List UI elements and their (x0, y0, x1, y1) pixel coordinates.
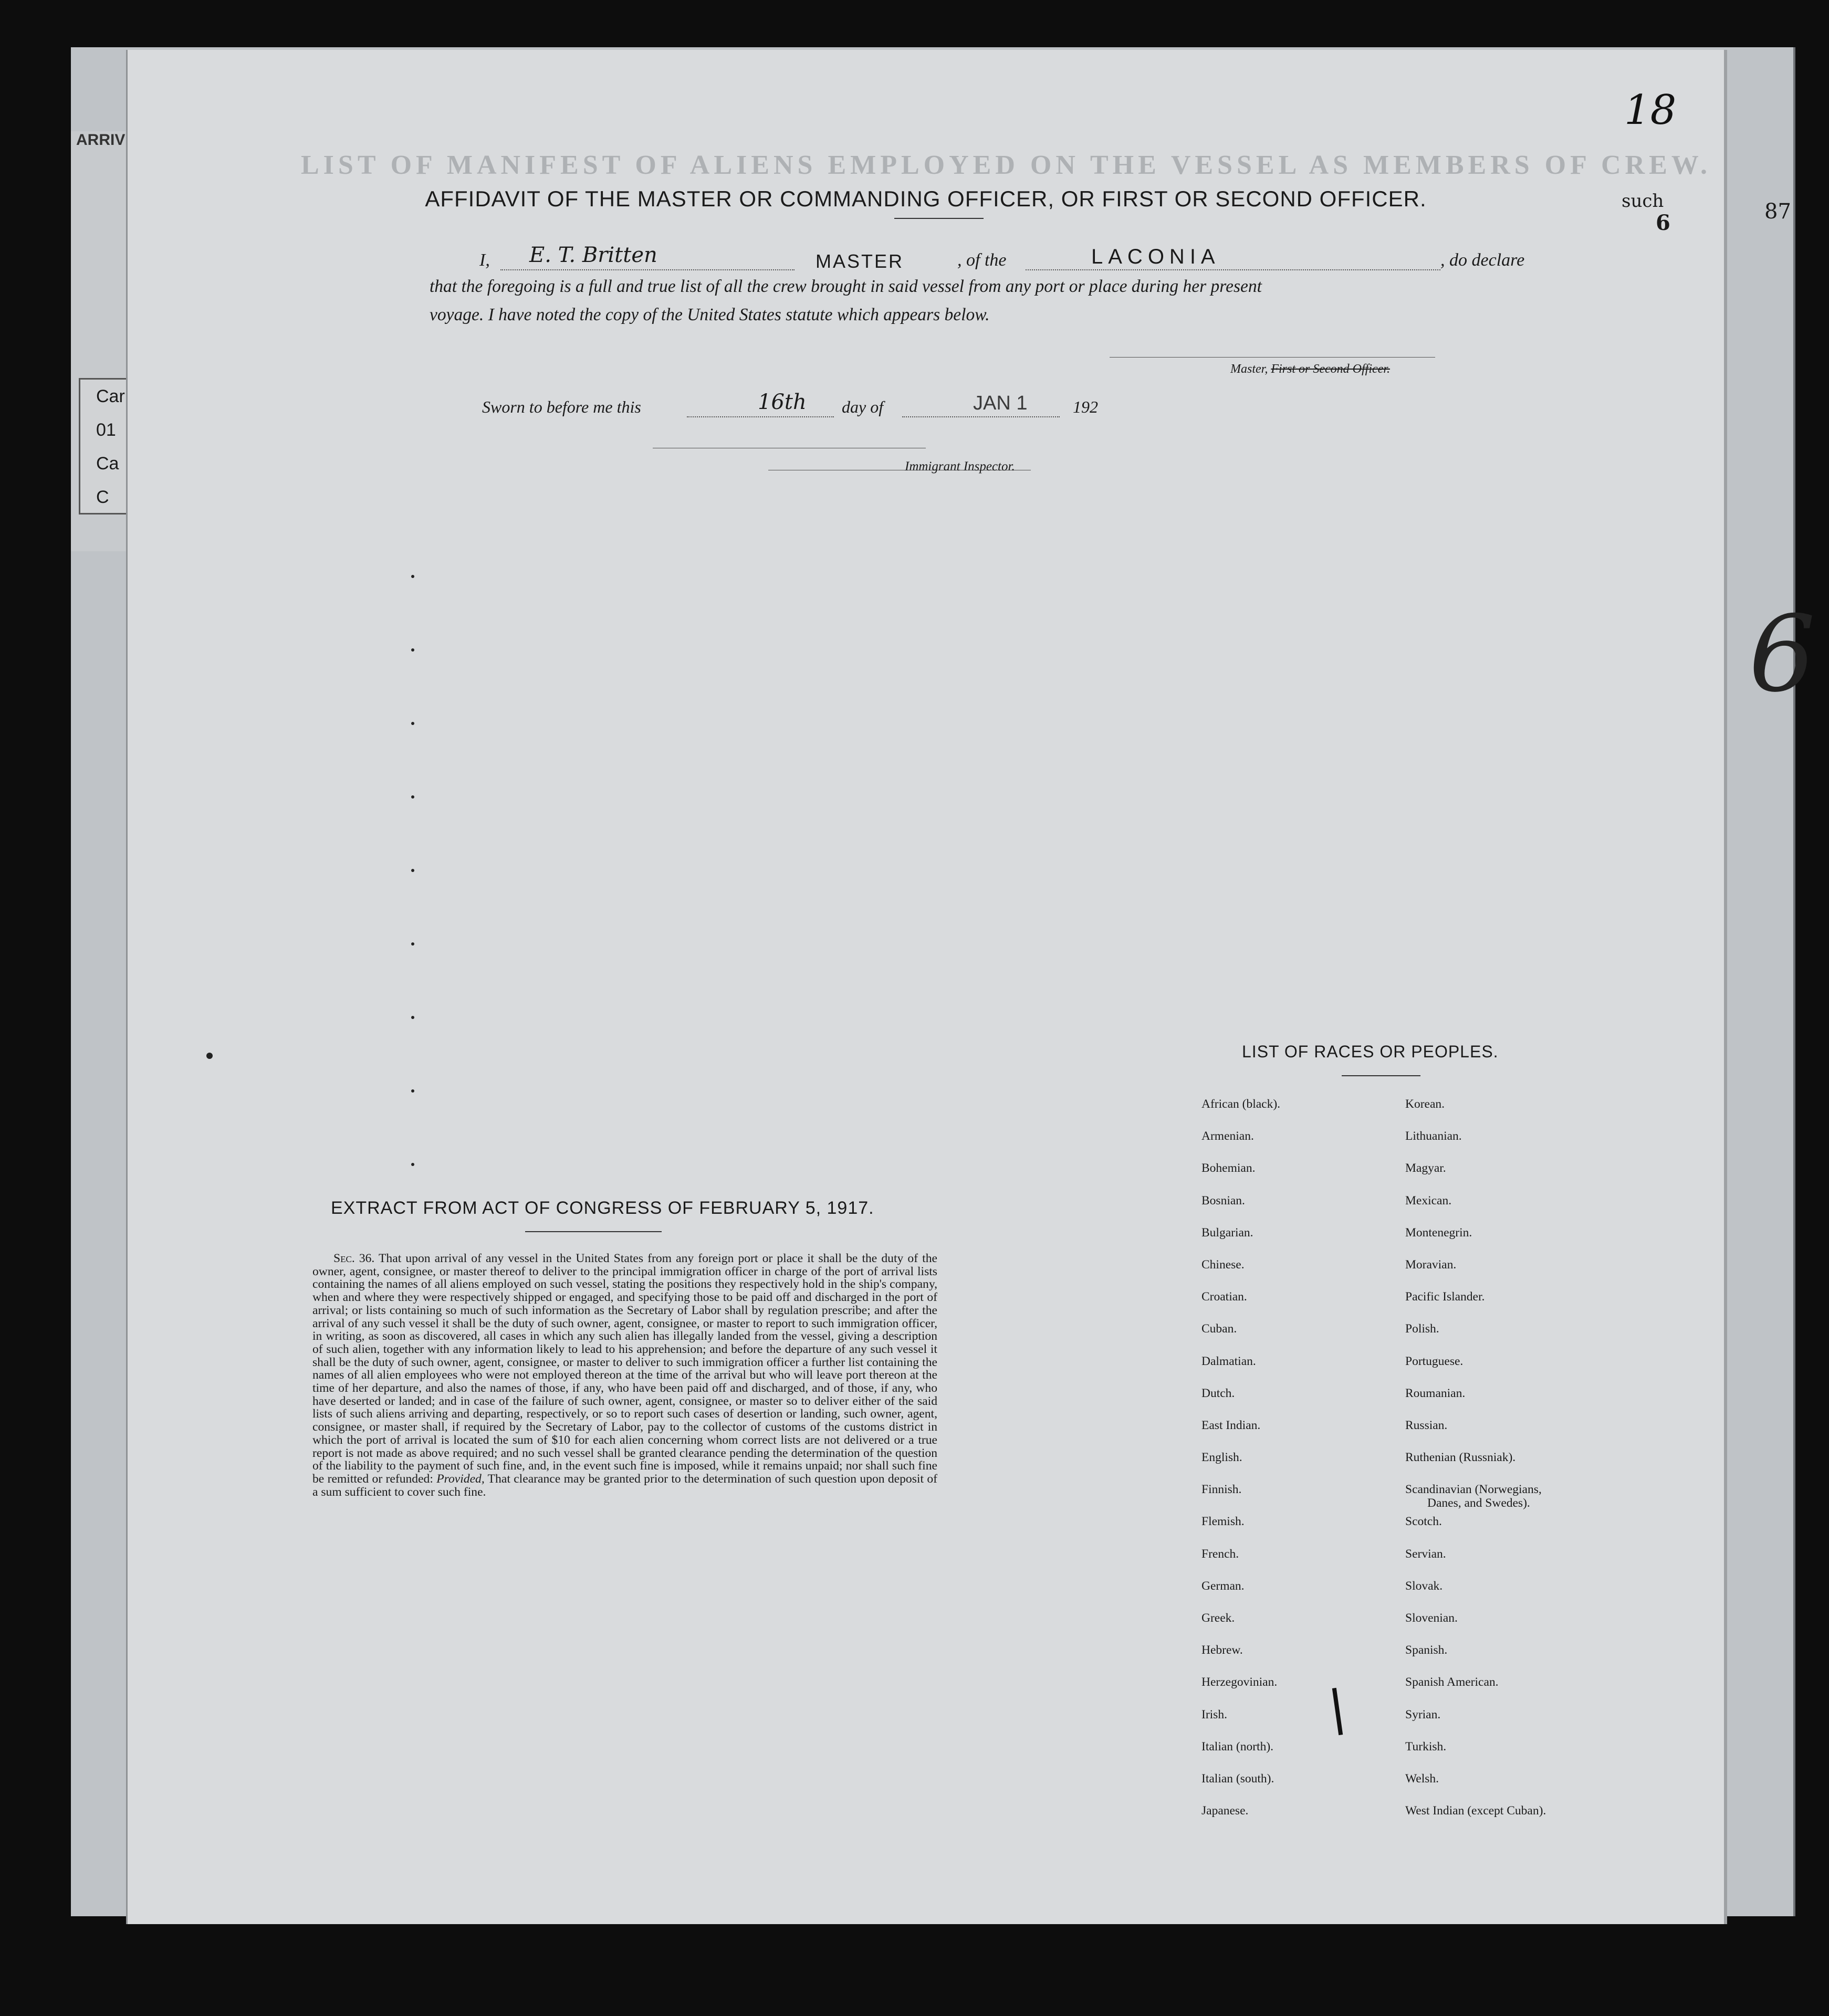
vessel-name: LACONIA (1091, 245, 1220, 268)
tag-line: Car (96, 386, 125, 406)
rank: MASTER (816, 250, 904, 272)
race-item: Scandinavian (Norwegians, (1405, 1483, 1542, 1497)
such-text: such (1622, 191, 1664, 212)
races-rule (1342, 1075, 1420, 1076)
provided-word: Provided, (436, 1472, 485, 1486)
race-item: Pacific Islander. (1405, 1290, 1485, 1304)
race-item: Russian. (1405, 1418, 1448, 1432)
ink-blot (206, 1053, 213, 1059)
race-item: Bohemian. (1201, 1161, 1256, 1175)
sworn-text: Sworn to before me this (482, 397, 641, 416)
of-the: , of the (957, 250, 1007, 270)
race-item: Portuguese. (1405, 1354, 1464, 1368)
race-item: Lithuanian. (1405, 1129, 1462, 1143)
race-item: Herzegovinian. (1201, 1675, 1278, 1689)
dot-mark (411, 1089, 414, 1093)
race-item: Italian (south). (1201, 1771, 1274, 1786)
officer-caption-struck: First or Second Officer. (1271, 362, 1390, 376)
dot-mark (411, 942, 414, 946)
tag-line: C (96, 487, 109, 507)
day-of-text: day of (842, 397, 884, 416)
title-rule (894, 218, 984, 219)
race-item: Finnish. (1201, 1483, 1242, 1497)
dot-mark (411, 648, 414, 652)
dot-mark (411, 869, 414, 872)
race-item: German. (1201, 1579, 1245, 1593)
race-item: Japanese. (1201, 1804, 1249, 1818)
tag-line: Ca (96, 454, 119, 474)
race-item: French. (1201, 1547, 1239, 1561)
bleed-through-heading: LIST OF MANIFEST OF ALIENS EMPLOYED ON THE VESSEL AS MEMBERS OF CREW. (301, 150, 1711, 180)
dot-mark (411, 1163, 414, 1166)
race-item: Armenian. (1201, 1129, 1254, 1143)
race-item: Italian (north). (1201, 1739, 1274, 1754)
race-item: Spanish American. (1405, 1675, 1499, 1689)
race-item: Roumanian. (1405, 1386, 1466, 1400)
race-item: Slovak. (1405, 1579, 1443, 1593)
month-fill-line (902, 416, 1060, 417)
master-name: E. T. Britten (529, 243, 657, 267)
race-item: Welsh. (1405, 1771, 1439, 1786)
name-fill-line (500, 269, 795, 270)
section-36-text (312, 1252, 937, 1498)
day-fill-line (687, 416, 834, 417)
race-item: Greek. (1201, 1611, 1235, 1625)
races-left-column (1201, 1097, 1280, 1836)
tag-line: 01 (96, 420, 116, 440)
section-label: Sec. 36. (333, 1252, 375, 1265)
vessel-fill-line (1026, 269, 1440, 270)
dot-mark (411, 722, 414, 725)
extract-rule (525, 1231, 662, 1232)
race-item: Flemish. (1201, 1515, 1245, 1529)
inspector-caption: Immigrant Inspector. (905, 459, 1015, 474)
sworn-day: 16th (758, 390, 807, 414)
races-title: LIST OF RACES OR PEOPLES. (1242, 1042, 1499, 1061)
race-item: Turkish. (1405, 1739, 1447, 1754)
race-item: East Indian. (1201, 1418, 1261, 1432)
affidavit-title: AFFIDAVIT OF THE MASTER OR COMMANDING OFFICER, OR FIRST OR SECOND OFFICER. (425, 186, 1427, 211)
race-item: Magyar. (1405, 1161, 1446, 1175)
date-stamp: JAN 1 (973, 392, 1028, 414)
race-item: Mexican. (1405, 1193, 1452, 1208)
margin-number-6: 6 (1749, 593, 1816, 716)
race-item: Chinese. (1201, 1257, 1245, 1272)
race-item-continued: Danes, and Swedes). (1427, 1496, 1530, 1510)
dot-mark (411, 575, 414, 578)
race-item: Croatian. (1201, 1290, 1247, 1304)
section-body-b: That clearance may be granted prior to the determination of such question upon deposit of a sum sufficient to cover such fine. (312, 1472, 937, 1499)
margin-number-87: 87 (1764, 200, 1791, 224)
race-item: Dalmatian. (1201, 1354, 1256, 1368)
race-item: English. (1201, 1451, 1242, 1465)
race-item: Ruthenian (Russniak). (1405, 1451, 1516, 1465)
race-item: Bulgarian. (1201, 1225, 1253, 1240)
ink-stroke (1332, 1688, 1343, 1735)
race-item: Montenegrin. (1405, 1225, 1472, 1240)
race-item: Slovenian. (1405, 1611, 1458, 1625)
master-caption: Master, (1230, 362, 1271, 376)
race-item: African (black). (1201, 1097, 1281, 1111)
signature-caption (1230, 362, 1390, 376)
races-right-column (1405, 1097, 1546, 1836)
extract-title: EXTRACT FROM ACT OF CONGRESS OF FEBRUARY 5, 1917. (331, 1198, 874, 1218)
section-body-a: That upon arrival of any vessel in the United States from any foreign port or place it shall be the duty of the owner, agent, consignee, or master thereof to deliver to the principal immigration officer in charge of the port of arrival lists containing the names of all aliens employed on such vessel, stating the positions they respectively hold in the ship's company, when and where they were respectively shipped or engaged, and specifying those to be paid off and discharged in the port of arrival; or lists containing so much of such information as the Secretary of Labor shall by regulation prescribe; and after the arrival of any such vessel it shall be the duty of such owner, agent, consignee, or master to report to such immigration officer, in writing, as soon as discovered, all cases in which any such alien has illegally landed from the vessel, giving a description of such alien, together with any information likely to lead to his apprehension; and before the departure of any such vessel it shall be the duty of such owner, agent, consignee, or master to deliver to such immigration officer a further list containing the names of all alien employees who were not employed thereon at the time of the arrival but who will leave port thereon at the time of her departure, and also the names of those, if any, who have been paid off and discharged, and of those, if any, who have deserted or landed; and in case of the failure of such owner, agent, consignee, or master so to deliver either of the said lists of such aliens arriving and departing, respectively, or so to report such cases of desertion or landing, such owner, agent, consignee, or master shall, if required by the Secretary of Labor, pay to the collector of customs of the customs district in which the port of arrival is located the sum of $10 for each alien concerning whom correct lists are not delivered or a true report is not made as above required; and no such vessel shall be granted clearance pending the determination of the question of the liability to the payment of such fine, and, in the event such fine is imposed, while it remains unpaid; nor shall such fine be remitted or refunded: (312, 1252, 937, 1486)
dot-mark (411, 795, 414, 799)
declaration-line-3: voyage. I have noted the copy of the United States statute which appears below. (430, 305, 990, 324)
race-item: Irish. (1201, 1707, 1227, 1721)
race-item: West Indian (except Cuban). (1405, 1804, 1546, 1818)
race-item: Polish. (1405, 1322, 1439, 1336)
race-item: Scotch. (1405, 1515, 1442, 1529)
left-edge-text: ARRIV (76, 131, 126, 149)
declaration-i: I, (479, 250, 490, 270)
race-item: Spanish. (1405, 1643, 1448, 1657)
race-item: Cuban. (1201, 1322, 1237, 1336)
page-number: 18 (1624, 87, 1677, 134)
race-item: Bosnian. (1201, 1193, 1245, 1208)
year-text: 192 (1073, 397, 1098, 416)
signature-line (1110, 357, 1435, 358)
race-item: Korean. (1405, 1097, 1445, 1111)
bleed-6: 6 (1656, 211, 1670, 235)
race-item: Dutch. (1201, 1386, 1235, 1400)
declaration-line-2: that the foregoing is a full and true list of all the crew brought in said vessel from any port or place during her present (430, 277, 1262, 296)
race-item: Moravian. (1405, 1257, 1457, 1272)
race-item-two-line (1405, 1483, 1546, 1515)
do-declare: , do declare (1440, 250, 1525, 270)
race-item: Servian. (1405, 1547, 1446, 1561)
race-item: Hebrew. (1201, 1643, 1243, 1657)
race-item: Syrian. (1405, 1707, 1441, 1721)
dot-mark (411, 1016, 414, 1019)
